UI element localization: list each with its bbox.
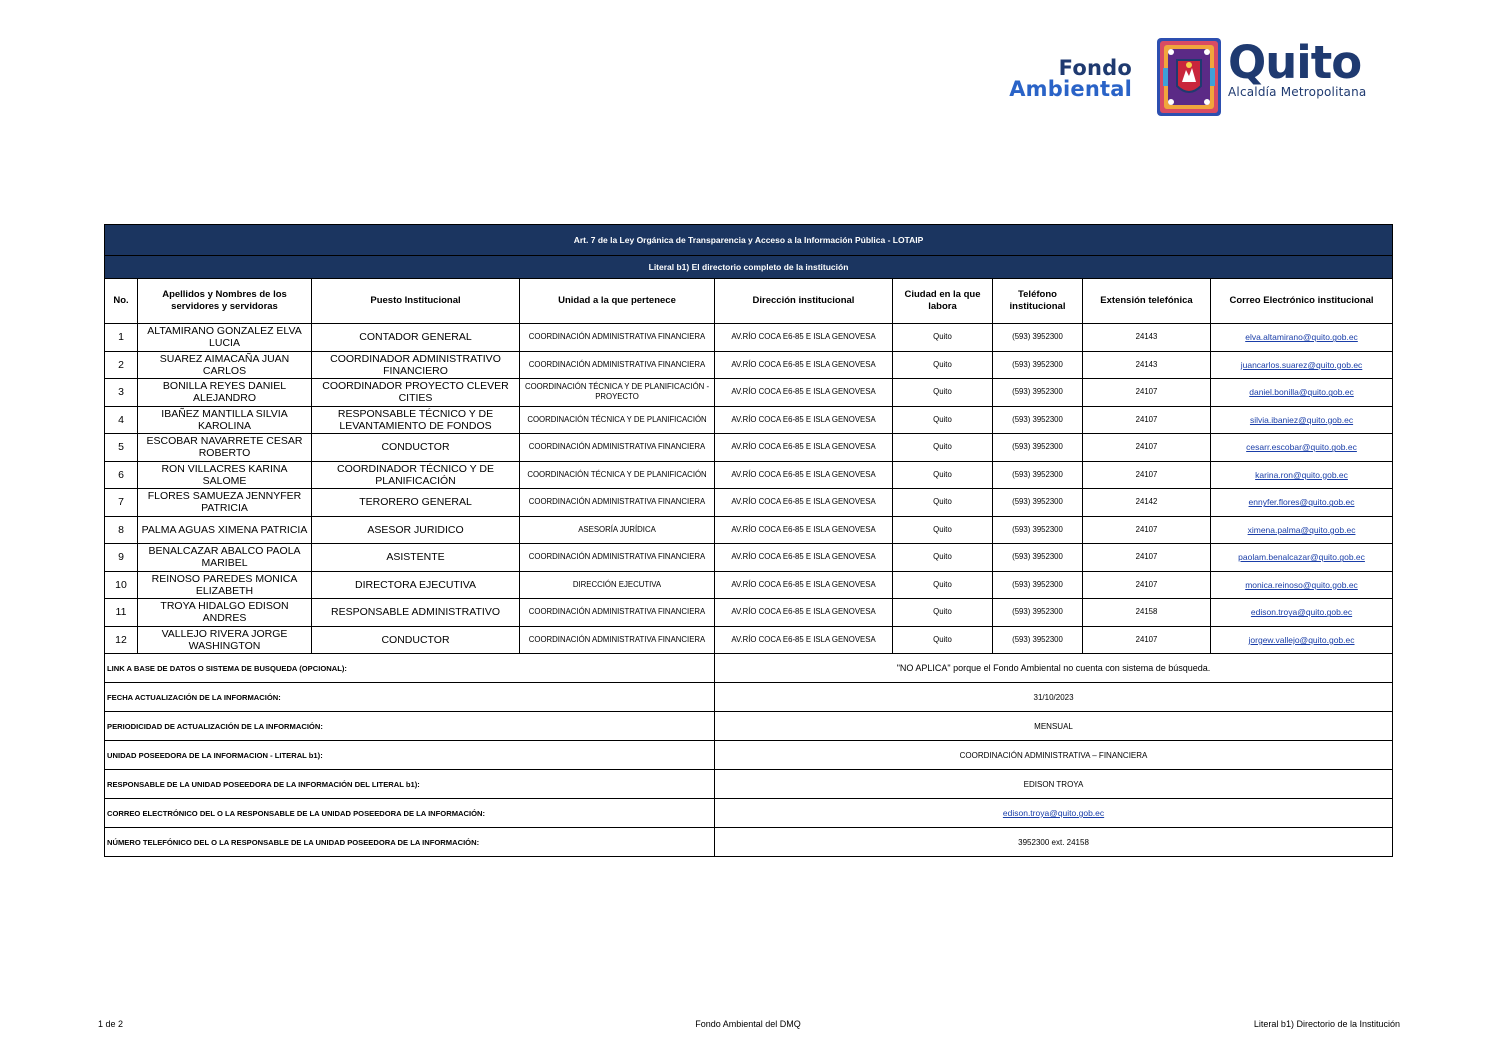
- row-number: 10: [105, 571, 138, 599]
- unit: COORDINACIÓN ADMINISTRATIVA FINANCIERA: [520, 324, 715, 352]
- fondo-logo-line1: Fondo: [1058, 56, 1132, 80]
- city: Quito: [893, 351, 993, 379]
- email-link[interactable]: elva.altamirano@quito.gob.ec: [1211, 324, 1393, 352]
- job-title: RESPONSABLE ADMINISTRATIVO: [312, 599, 520, 627]
- info-label: LINK A BASE DE DATOS O SISTEMA DE BUSQUEDA (OPCIONAL):: [105, 654, 715, 683]
- email-link[interactable]: silvia.ibaniez@quito.gob.ec: [1211, 406, 1393, 434]
- info-row: [105, 654, 1393, 683]
- city: Quito: [893, 599, 993, 627]
- extension: 24107: [1083, 571, 1211, 599]
- job-title: COORDINADOR TÉCNICO Y DE PLANIFICACIÓN: [312, 461, 520, 489]
- row-number: 12: [105, 626, 138, 654]
- city: Quito: [893, 489, 993, 517]
- table-body: [105, 324, 1393, 654]
- phone: (593) 3952300: [993, 324, 1083, 352]
- table-row: [105, 461, 1393, 489]
- unit: DIRECCIÓN EJECUTIVA: [520, 571, 715, 599]
- table-row: [105, 626, 1393, 654]
- address: AV.RÍO COCA E6-85 E ISLA GENOVESA: [715, 379, 893, 407]
- row-number: 8: [105, 516, 138, 544]
- info-label: CORREO ELECTRÓNICO DEL O LA RESPONSABLE DE LA UNIDAD POSEEDORA DE LA INFORMACIÓN:: [105, 799, 715, 828]
- info-value: 3952300 ext. 24158: [715, 828, 1393, 857]
- info-row: [105, 828, 1393, 857]
- info-row: [105, 770, 1393, 799]
- job-title: CONTADOR GENERAL: [312, 324, 520, 352]
- phone: (593) 3952300: [993, 544, 1083, 572]
- column-header: Correo Electrónico institucional: [1211, 279, 1393, 324]
- phone: (593) 3952300: [993, 461, 1083, 489]
- extension: 24107: [1083, 544, 1211, 572]
- column-header: Teléfono institucional: [993, 279, 1083, 324]
- phone: (593) 3952300: [993, 599, 1083, 627]
- city: Quito: [893, 461, 993, 489]
- city: Quito: [893, 379, 993, 407]
- email-link[interactable]: ximena.palma@quito.gob.ec: [1211, 516, 1393, 544]
- city: Quito: [893, 516, 993, 544]
- table-row: [105, 571, 1393, 599]
- city: Quito: [893, 571, 993, 599]
- job-title: RESPONSABLE TÉCNICO Y DE LEVANTAMIENTO DE FONDOS: [312, 406, 520, 434]
- fondo-ambiental-logo: [990, 58, 1132, 100]
- employee-name: BONILLA REYES DANIEL ALEJANDRO: [138, 379, 312, 407]
- page-number: 1 de 2: [98, 1019, 124, 1029]
- extension: 24107: [1083, 626, 1211, 654]
- email-link[interactable]: karina.ron@quito.gob.ec: [1211, 461, 1393, 489]
- city: Quito: [893, 406, 993, 434]
- table-row: [105, 489, 1393, 517]
- address: AV.RÍO COCA E6-85 E ISLA GENOVESA: [715, 434, 893, 462]
- info-email-link[interactable]: edison.troya@quito.gob.ec: [715, 799, 1393, 828]
- email-link[interactable]: monica.reinoso@quito.gob.ec: [1211, 571, 1393, 599]
- column-header: Extensión telefónica: [1083, 279, 1211, 324]
- job-title: CONDUCTOR: [312, 434, 520, 462]
- unit: COORDINACIÓN TÉCNICA Y DE PLANIFICACIÓN - PROYECTO: [520, 379, 715, 407]
- email-link[interactable]: juancarlos.suarez@quito.gob.ec: [1211, 351, 1393, 379]
- table-row: [105, 434, 1393, 462]
- email-link[interactable]: ennyfer.flores@quito.gob.ec: [1211, 489, 1393, 517]
- extension: 24107: [1083, 516, 1211, 544]
- employee-name: FLORES SAMUEZA JENNYFER PATRICIA: [138, 489, 312, 517]
- address: AV.RÍO COCA E6-85 E ISLA GENOVESA: [715, 489, 893, 517]
- unit: COORDINACIÓN ADMINISTRATIVA FINANCIERA: [520, 489, 715, 517]
- table-row: [105, 379, 1393, 407]
- row-number: 1: [105, 324, 138, 352]
- info-row: [105, 712, 1393, 741]
- address: AV.RÍO COCA E6-85 E ISLA GENOVESA: [715, 324, 893, 352]
- email-link[interactable]: jorgew.vallejo@quito.gob.ec: [1211, 626, 1393, 654]
- row-number: 11: [105, 599, 138, 627]
- row-number: 3: [105, 379, 138, 407]
- job-title: DIRECTORA EJECUTIVA: [312, 571, 520, 599]
- address: AV.RÍO COCA E6-85 E ISLA GENOVESA: [715, 626, 893, 654]
- column-header: No.: [105, 279, 138, 324]
- address: AV.RÍO COCA E6-85 E ISLA GENOVESA: [715, 351, 893, 379]
- phone: (593) 3952300: [993, 434, 1083, 462]
- city: Quito: [893, 434, 993, 462]
- quito-coat-of-arms-icon: [1157, 38, 1221, 116]
- extension: 24107: [1083, 406, 1211, 434]
- employee-name: SUAREZ AIMACAÑA JUAN CARLOS: [138, 351, 312, 379]
- info-label: FECHA ACTUALIZACIÓN DE LA INFORMACIÓN:: [105, 683, 715, 712]
- city: Quito: [893, 324, 993, 352]
- employee-name: ESCOBAR NAVARRETE CESAR ROBERTO: [138, 434, 312, 462]
- column-header: Dirección institucional: [715, 279, 893, 324]
- table-title: Art. 7 de la Ley Orgánica de Transparencia y Acceso a la Información Pública - LOTAIP: [105, 225, 1393, 256]
- column-header: Puesto Institucional: [312, 279, 520, 324]
- employee-name: BENALCAZAR ABALCO PAOLA MARIBEL: [138, 544, 312, 572]
- unit: COORDINACIÓN ADMINISTRATIVA FINANCIERA: [520, 544, 715, 572]
- info-label: NÚMERO TELEFÓNICO DEL O LA RESPONSABLE DE LA UNIDAD POSEEDORA DE LA INFORMACIÓN:: [105, 828, 715, 857]
- row-number: 5: [105, 434, 138, 462]
- phone: (593) 3952300: [993, 516, 1083, 544]
- row-number: 2: [105, 351, 138, 379]
- email-link[interactable]: daniel.bonilla@quito.gob.ec: [1211, 379, 1393, 407]
- table-row: [105, 544, 1393, 572]
- address: AV.RÍO COCA E6-85 E ISLA GENOVESA: [715, 461, 893, 489]
- extension: 24142: [1083, 489, 1211, 517]
- job-title: COORDINADOR ADMINISTRATIVO FINANCIERO: [312, 351, 520, 379]
- address: AV.RÍO COCA E6-85 E ISLA GENOVESA: [715, 599, 893, 627]
- footer-center-text: Fondo Ambiental del DMQ: [695, 1019, 801, 1029]
- unit: COORDINACIÓN ADMINISTRATIVA FINANCIERA: [520, 626, 715, 654]
- info-value: 31/10/2023: [715, 683, 1393, 712]
- email-link[interactable]: cesarr.escobar@quito.gob.ec: [1211, 434, 1393, 462]
- unit: COORDINACIÓN ADMINISTRATIVA FINANCIERA: [520, 599, 715, 627]
- extension: 24107: [1083, 461, 1211, 489]
- employee-name: ALTAMIRANO GONZALEZ ELVA LUCIA: [138, 324, 312, 352]
- phone: (593) 3952300: [993, 379, 1083, 407]
- fondo-logo-line2: Ambiental: [1009, 77, 1132, 101]
- info-row: [105, 683, 1393, 712]
- city: Quito: [893, 626, 993, 654]
- employee-name: RON VILLACRES KARINA SALOME: [138, 461, 312, 489]
- table-row: [105, 351, 1393, 379]
- column-header: Unidad a la que pertenece: [520, 279, 715, 324]
- info-row: [105, 741, 1393, 770]
- table-row: [105, 406, 1393, 434]
- column-header: Ciudad en la que labora: [893, 279, 993, 324]
- row-number: 7: [105, 489, 138, 517]
- extension: 24143: [1083, 351, 1211, 379]
- quito-logo-word: Quito: [1228, 36, 1362, 89]
- address: AV.RÍO COCA E6-85 E ISLA GENOVESA: [715, 571, 893, 599]
- phone: (593) 3952300: [993, 626, 1083, 654]
- unit: COORDINACIÓN TÉCNICA Y DE PLANIFICACIÓN: [520, 461, 715, 489]
- extension: 24158: [1083, 599, 1211, 627]
- employee-name: VALLEJO RIVERA JORGE WASHINGTON: [138, 626, 312, 654]
- unit: COORDINACIÓN ADMINISTRATIVA FINANCIERA: [520, 351, 715, 379]
- info-value: "NO APLICA" porque el Fondo Ambiental no cuenta con sistema de búsqueda.: [715, 654, 1393, 683]
- info-value: MENSUAL: [715, 712, 1393, 741]
- employee-name: IBAÑEZ MANTILLA SILVIA KAROLINA: [138, 406, 312, 434]
- employee-name: REINOSO PAREDES MONICA ELIZABETH: [138, 571, 312, 599]
- info-label: UNIDAD POSEEDORA DE LA INFORMACION - LITERAL b1):: [105, 741, 715, 770]
- info-value: EDISON TROYA: [715, 770, 1393, 799]
- job-title: TERORERO GENERAL: [312, 489, 520, 517]
- phone: (593) 3952300: [993, 489, 1083, 517]
- email-link[interactable]: paolam.benalcazar@quito.gob.ec: [1211, 544, 1393, 572]
- table-row: [105, 516, 1393, 544]
- employee-name: TROYA HIDALGO EDISON ANDRES: [138, 599, 312, 627]
- info-label: PERIODICIDAD DE ACTUALIZACIÓN DE LA INFORMACIÓN:: [105, 712, 715, 741]
- column-header: Apellidos y Nombres de los servidores y servidoras: [138, 279, 312, 324]
- email-link[interactable]: edison.troya@quito.gob.ec: [1211, 599, 1393, 627]
- employee-name: PALMA AGUAS XIMENA PATRICIA: [138, 516, 312, 544]
- row-number: 6: [105, 461, 138, 489]
- quito-logo: [1228, 36, 1367, 99]
- info-value: COORDINACIÓN ADMINISTRATIVA – FINANCIERA: [715, 741, 1393, 770]
- phone: (593) 3952300: [993, 406, 1083, 434]
- extension: 24107: [1083, 434, 1211, 462]
- row-number: 4: [105, 406, 138, 434]
- phone: (593) 3952300: [993, 351, 1083, 379]
- address: AV.RÍO COCA E6-85 E ISLA GENOVESA: [715, 406, 893, 434]
- unit: COORDINACIÓN ADMINISTRATIVA FINANCIERA: [520, 434, 715, 462]
- city: Quito: [893, 544, 993, 572]
- directory-table: [104, 224, 1393, 857]
- info-row: [105, 799, 1393, 828]
- info-label: RESPONSABLE DE LA UNIDAD POSEEDORA DE LA INFORMACIÓN DEL LITERAL b1):: [105, 770, 715, 799]
- extension: 24107: [1083, 379, 1211, 407]
- table-row: [105, 324, 1393, 352]
- table-subtitle: Literal b1) El directorio completo de la institución: [105, 256, 1393, 279]
- address: AV.RÍO COCA E6-85 E ISLA GENOVESA: [715, 516, 893, 544]
- table-row: [105, 599, 1393, 627]
- job-title: ASISTENTE: [312, 544, 520, 572]
- row-number: 9: [105, 544, 138, 572]
- quito-logo-subtitle: Alcaldía Metropolitana: [1228, 85, 1367, 99]
- footer-right-text: Literal b1) Directorio de la Institución: [1253, 1019, 1400, 1029]
- job-title: ASESOR JURIDICO: [312, 516, 520, 544]
- unit: ASESORÍA JURÍDICA: [520, 516, 715, 544]
- phone: (593) 3952300: [993, 571, 1083, 599]
- job-title: CONDUCTOR: [312, 626, 520, 654]
- extension: 24143: [1083, 324, 1211, 352]
- job-title: COORDINADOR PROYECTO CLEVER CITIES: [312, 379, 520, 407]
- table-footer-info: [105, 654, 1393, 857]
- unit: COORDINACIÓN TÉCNICA Y DE PLANIFICACIÓN: [520, 406, 715, 434]
- table-header-row: [105, 279, 1393, 324]
- address: AV.RÍO COCA E6-85 E ISLA GENOVESA: [715, 544, 893, 572]
